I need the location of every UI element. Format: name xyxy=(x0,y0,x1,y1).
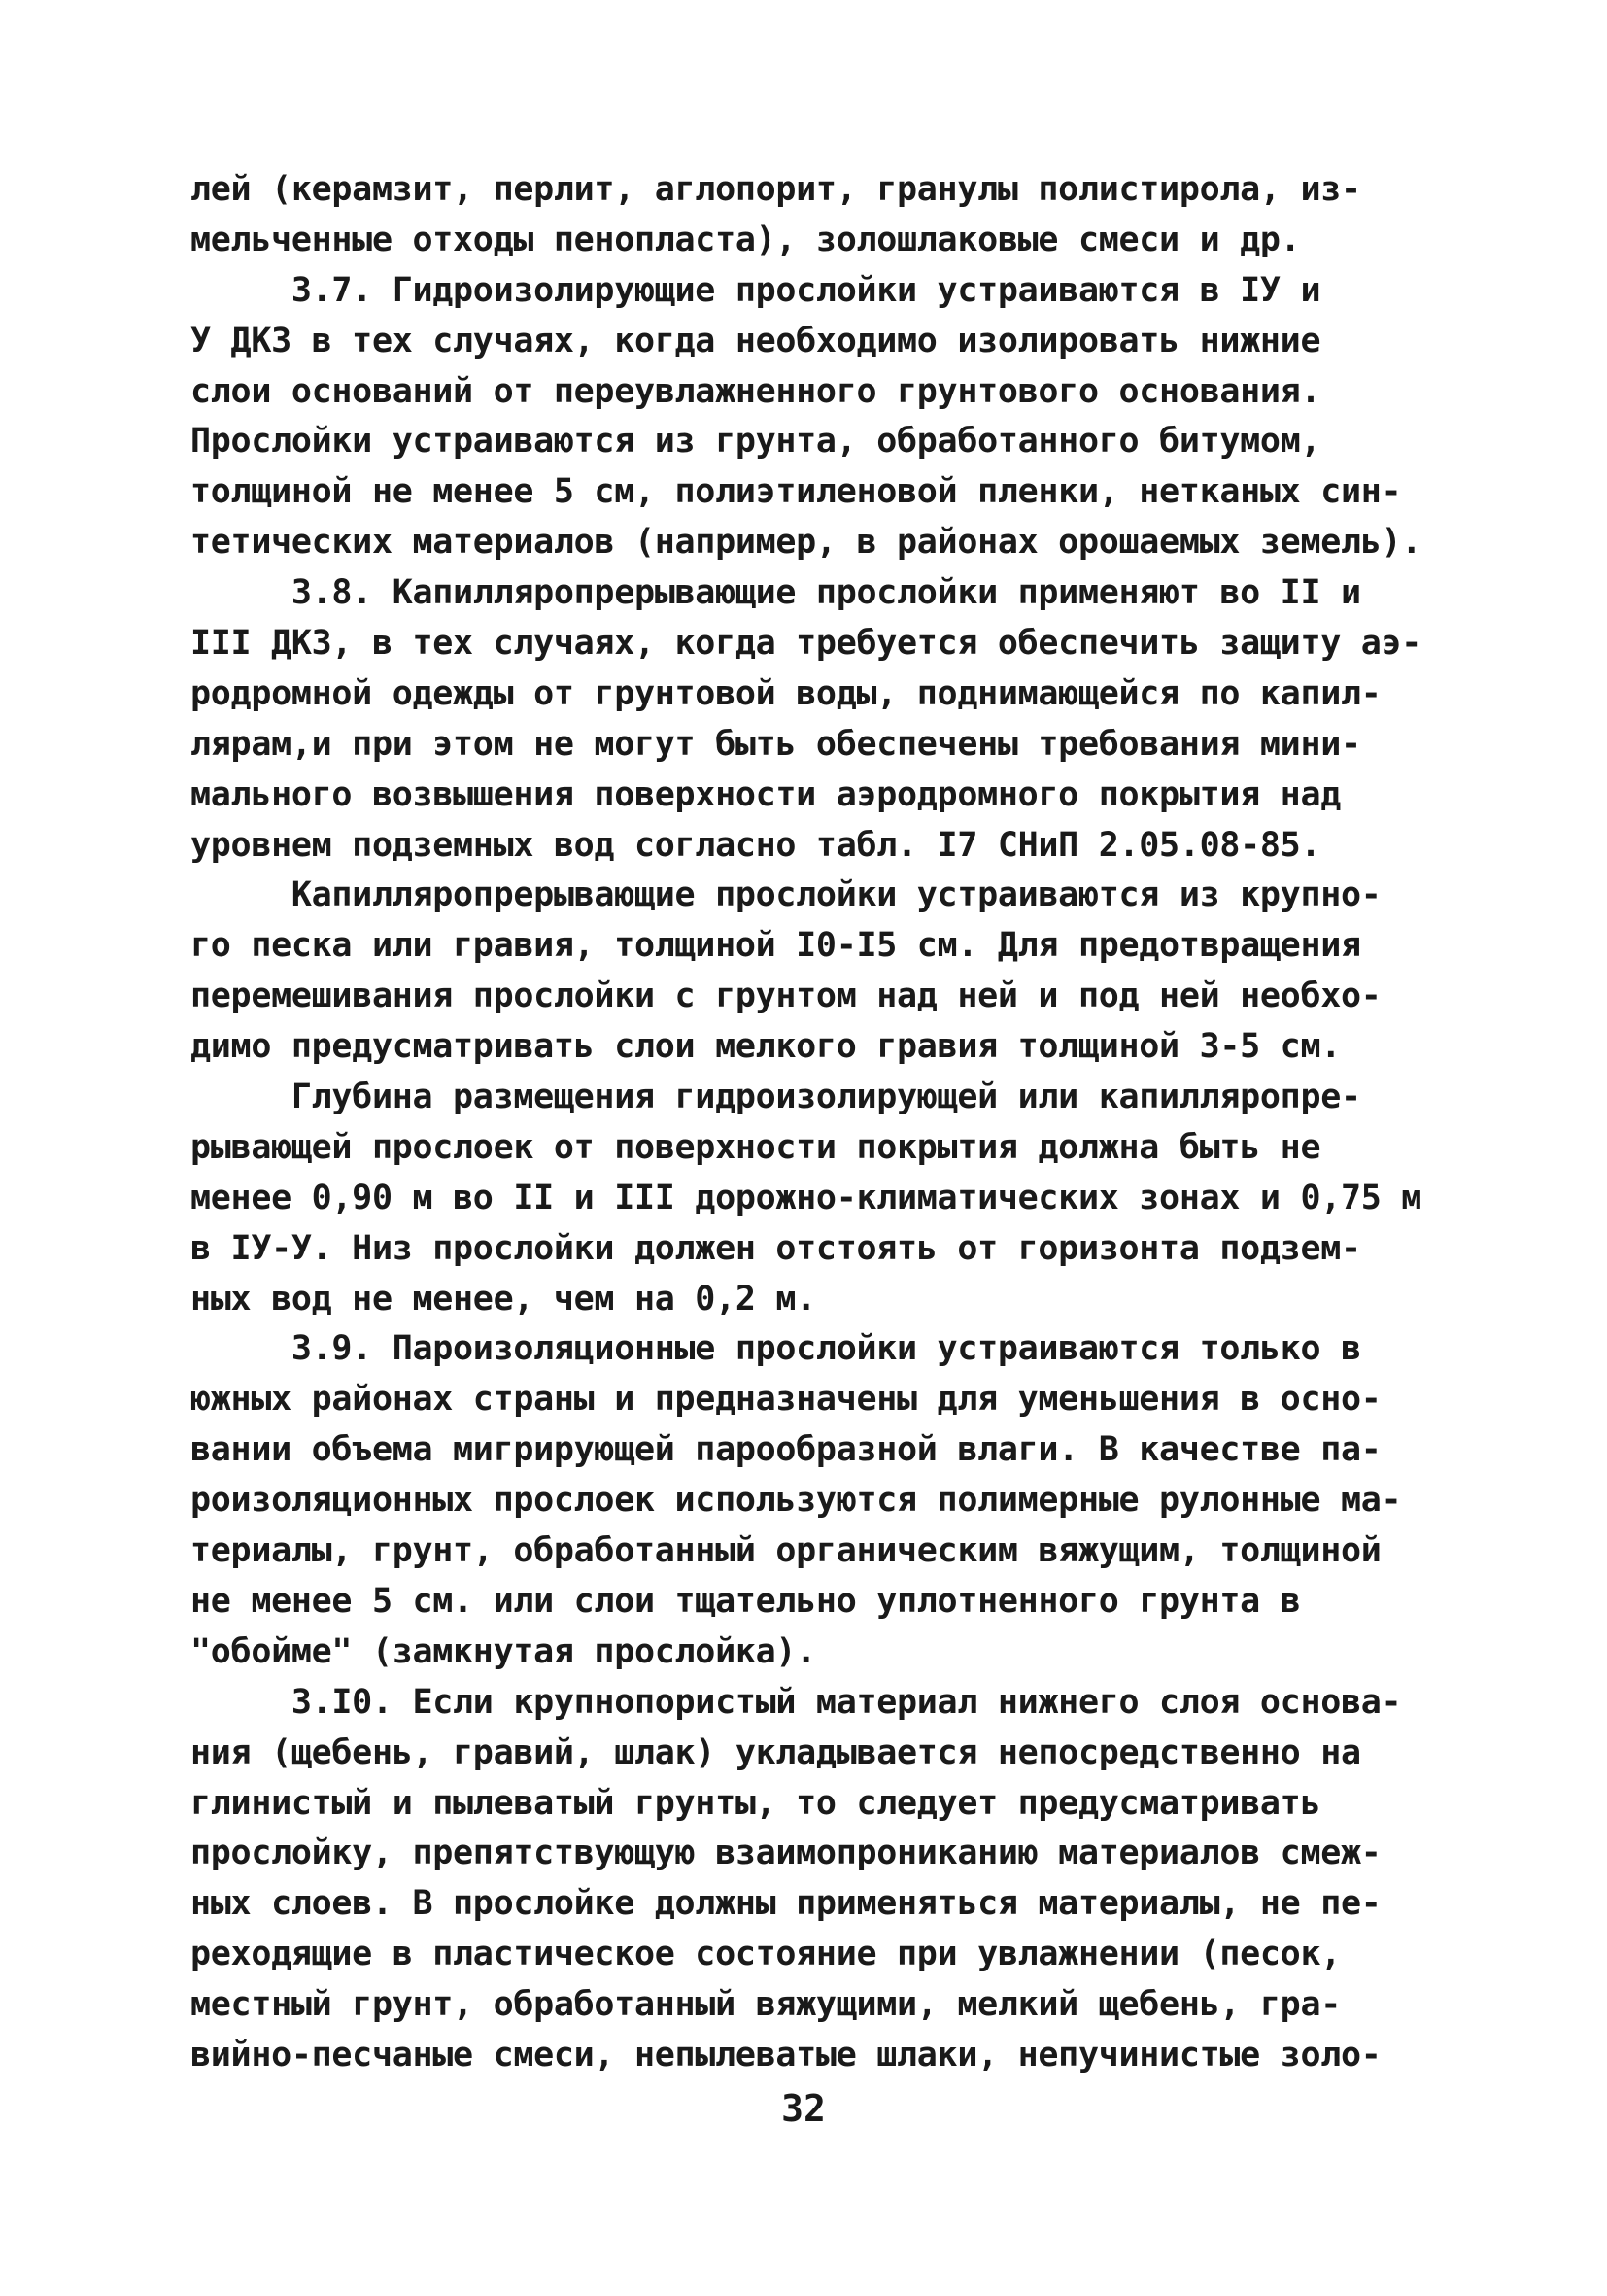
text-line: мельченные отходы пенопласта), золошлаковые смеси и др. xyxy=(190,220,1301,259)
text-line: ния (щебень, гравий, шлак) укладывается непосредственно на xyxy=(190,1732,1361,1772)
page-number: 32 xyxy=(781,2087,826,2130)
text-line: тетических материалов (например, в районах орошаемых земель). xyxy=(190,523,1422,563)
text-line: слои оснований от переувлажненного грунтового основания. xyxy=(190,371,1321,411)
text-line: териалы, грунт, обработанный органическим вяжущим, толщиной xyxy=(190,1531,1382,1571)
text-line: димо предусматривать слои мелкого гравия толщиной 3-5 см. xyxy=(190,1027,1341,1067)
text-line: толщиной не менее 5 см, полиэтиленовой пленки, нетканых син- xyxy=(190,472,1402,512)
text-line: ных вод не менее, чем на 0,2 м. xyxy=(190,1279,816,1319)
text-line: 3.I0. Если крупнопористый материал нижнего слоя основа- xyxy=(190,1682,1402,1722)
text-line: уровнем подземных вод согласно табл. I7 СНиП 2.05.08-85. xyxy=(190,825,1321,865)
text-line: 3.8. Капилляропрерывающие прослойки применяют во II и xyxy=(190,573,1361,613)
text-line: 3.7. Гидроизолирующие прослойки устраиваются в IУ и xyxy=(190,270,1321,310)
text-line: в IУ-У. Низ прослойки должен отстоять от горизонта подзем- xyxy=(190,1228,1361,1268)
text-line: местный грунт, обработанный вяжущими, мелкий щебень, гра- xyxy=(190,1985,1341,2025)
text-line: лярам,и при этом не могут быть обеспечены требования мини- xyxy=(190,724,1361,764)
text-line: южных районах страны и предназначены для уменьшения в осно- xyxy=(190,1380,1382,1420)
text-line: вийно-песчаные смеси, непылеватые шлаки, непучинистые золо- xyxy=(190,2035,1382,2074)
text-line: Глубина размещения гидроизолирующей или капилляропре- xyxy=(190,1078,1361,1117)
text-line: родромной одежды от грунтовой воды, поднимающейся по капил- xyxy=(190,673,1382,713)
text-line: перемешивания прослойки с грунтом над ней и под ней необхо- xyxy=(190,977,1382,1016)
body-text xyxy=(190,165,1444,2081)
text-line: глинистый и пылеватый грунты, то следует предусматривать xyxy=(190,1783,1321,1823)
text-line: "обойме" (замкнутая прослойка). xyxy=(190,1631,816,1671)
text-line: мального возвышения поверхности аэродромного покрытия над xyxy=(190,774,1341,814)
text-line: роизоляционных прослоек используются полимерные рулонные ма- xyxy=(190,1481,1402,1521)
text-line: не менее 5 см. или слои тщательно уплотненного грунта в xyxy=(190,1581,1301,1621)
text-line: У ДКЗ в тех случаях, когда необходимо изолировать нижние xyxy=(190,321,1321,360)
text-line: вании объема мигрирующей парообразной влаги. В качестве па- xyxy=(190,1430,1382,1470)
text-line: Прослойки устраиваются из грунта, обработанного битумом, xyxy=(190,422,1321,462)
text-line: ных слоев. В прослойке должны применяться материалы, не пе- xyxy=(190,1884,1382,1924)
text-line: Капилляропрерывающие прослойки устраиваются из крупно- xyxy=(190,875,1382,915)
text-line: лей (керамзит, перлит, аглопорит, гранулы полистирола, из- xyxy=(190,170,1361,209)
text-line: III ДКЗ, в тех случаях, когда требуется обеспечить защиту аэ- xyxy=(190,624,1422,664)
text-line: рывающей прослоек от поверхности покрытия должна быть не xyxy=(190,1127,1321,1167)
text-line: менее 0,90 м во II и III дорожно-климатических зонах и 0,75 м xyxy=(190,1178,1422,1217)
text-line: реходящие в пластическое состояние при увлажнении (песок, xyxy=(190,1935,1341,1974)
text-line: 3.9. Пароизоляционные прослойки устраиваются только в xyxy=(190,1329,1361,1369)
text-line: прослойку, препятствующую взаимопрониканию материалов смеж- xyxy=(190,1833,1382,1873)
text-line: го песка или гравия, толщиной I0-I5 см. Для предотвращения xyxy=(190,926,1361,966)
